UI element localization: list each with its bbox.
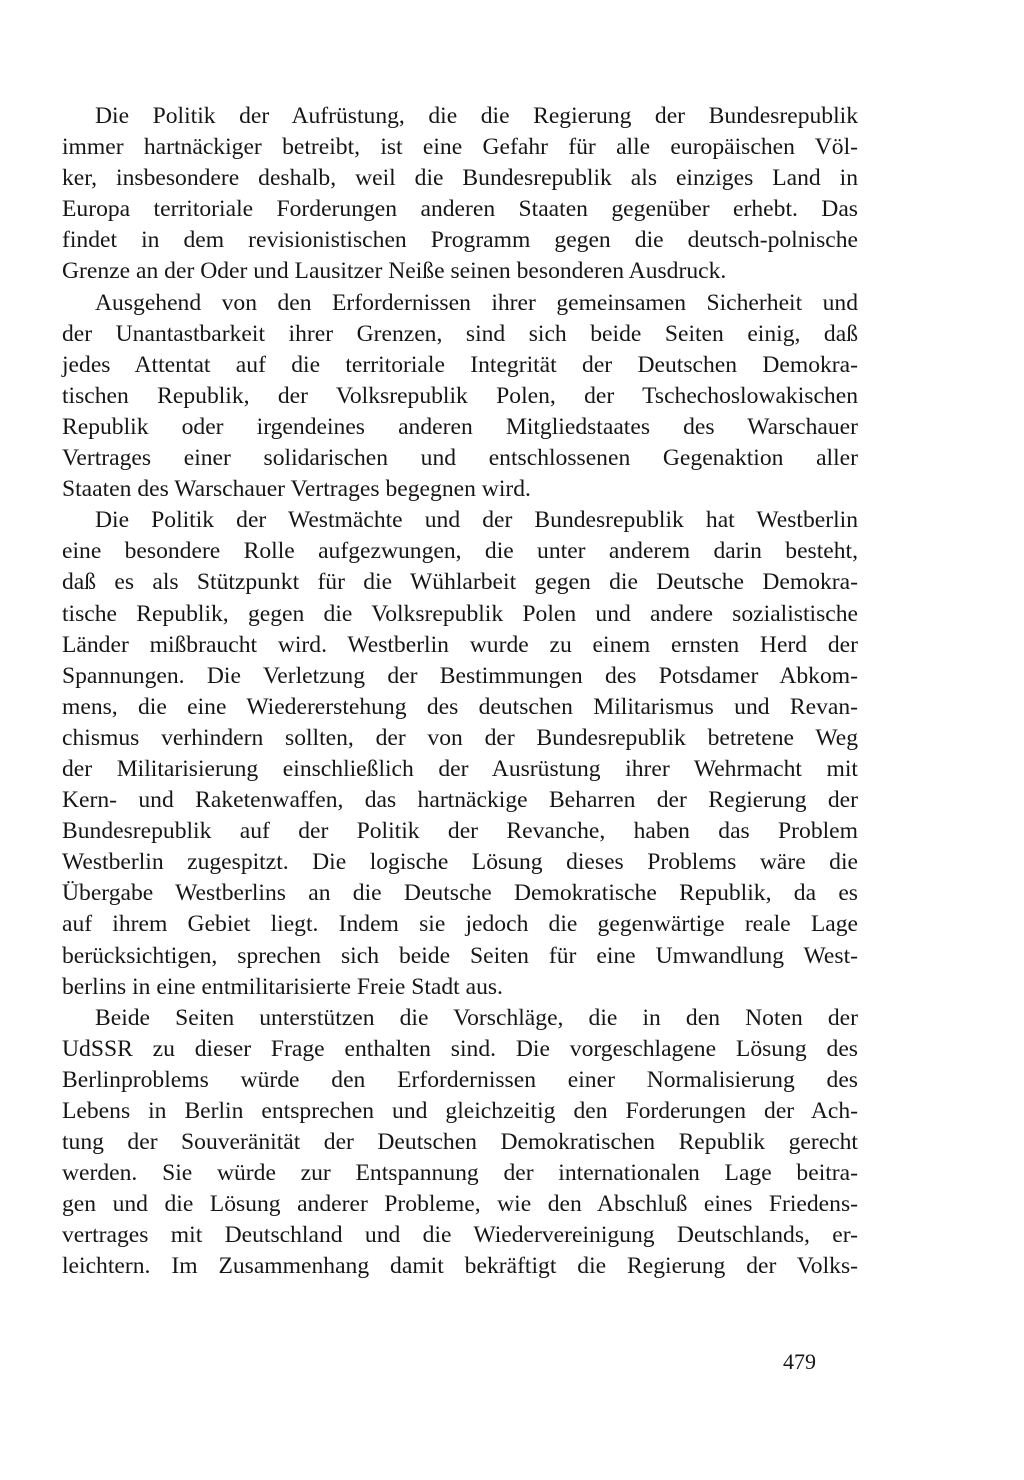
text-line: Spannungen. Die Verletzung der Bestimmungen des Potsdamer Abkom- (62, 662, 858, 689)
text-line: tische Republik, gegen die Volksrepublik Polen und andere sozialistische (62, 600, 858, 627)
text-line: Bundesrepublik auf der Politik der Revanche, haben das Problem (62, 818, 858, 845)
paragraph (62, 101, 858, 288)
text-line: vertrages mit Deutschland und die Wiedervereinigung Deutschlands, er- (62, 1222, 858, 1249)
text-line: Ausgehend von den Erfordernissen ihrer gemeinsamen Sicherheit und (95, 289, 858, 316)
paragraph (62, 505, 858, 1003)
text-line: ker, insbesondere deshalb, weil die Bundesrepublik als einziges Land in (62, 165, 858, 192)
text-line: eine besondere Rolle aufgezwungen, die unter anderem darin besteht, (62, 538, 858, 565)
text-line: Staaten des Warschauer Vertrages begegnen wird. (62, 476, 531, 503)
text-line: der Unantastbarkeit ihrer Grenzen, sind sich beide Seiten einig, daß (62, 320, 858, 347)
text-line: leichtern. Im Zusammenhang damit bekräftigt die Regierung der Volks- (62, 1253, 858, 1280)
text-line: gen und die Lösung anderer Probleme, wie den Abschluß eines Friedens- (62, 1191, 858, 1218)
text-line: Beide Seiten unterstützen die Vorschläge, die in den Noten der (95, 1004, 858, 1031)
text-line: findet in dem revisionistischen Programm gegen die deutsch-polnische (62, 227, 858, 254)
text-line: auf ihrem Gebiet liegt. Indem sie jedoch die gegenwärtige reale Lage (62, 911, 858, 938)
text-line: Lebens in Berlin entsprechen und gleichzeitig den Forderungen der Ach- (62, 1098, 858, 1124)
text-line: Die Politik der Aufrüstung, die die Regierung der Bundesrepublik (95, 103, 858, 129)
text-line: UdSSR zu dieser Frage enthalten sind. Die vorgeschlagene Lösung des (62, 1035, 858, 1062)
text-line: Die Politik der Westmächte und der Bundesrepublik hat Westberlin (95, 507, 858, 534)
page-number: 479 (783, 1349, 816, 1374)
body-text (62, 101, 858, 1283)
text-line: Kern- und Raketenwaffen, das hartnäckige Beharren der Regierung der (62, 787, 858, 814)
text-line: Länder mißbraucht wird. Westberlin wurde zu einem ernsten Herd der (62, 631, 858, 658)
text-line: werden. Sie würde zur Entspannung der internationalen Lage beitra- (62, 1160, 858, 1187)
text-line: Vertrages einer solidarischen und entschlossenen Gegenaktion aller (62, 445, 858, 472)
text-line: berlins in eine entmilitarisierte Freie Stadt aus. (62, 973, 503, 1000)
paragraph (62, 288, 858, 506)
text-line: daß es als Stützpunkt für die Wühlarbeit gegen die Deutsche Demokra- (62, 569, 858, 596)
text-line: Republik oder irgendeines anderen Mitgliedstaates des Warschauer (62, 413, 858, 440)
text-line: jedes Attentat auf die territoriale Integrität der Deutschen Demokra- (62, 351, 858, 378)
text-line: mens, die eine Wiedererstehung des deutschen Militarismus und Revan- (62, 693, 858, 720)
text-line: tischen Republik, der Volksrepublik Polen, der Tschechoslowakischen (62, 382, 858, 409)
text-line: Berlinproblems würde den Erfordernissen einer Normalisierung des (62, 1066, 858, 1093)
text-line: tung der Souveränität der Deutschen Demokratischen Republik gerecht (62, 1129, 858, 1156)
text-line: Übergabe Westberlins an die Deutsche Demokratische Republik, da es (62, 880, 858, 907)
text-line: chismus verhindern sollten, der von der Bundesrepublik betretene Weg (62, 724, 858, 751)
paragraph (62, 1003, 858, 1283)
text-line: Westberlin zugespitzt. Die logische Lösung dieses Problems wäre die (62, 849, 858, 876)
text-line: Europa territoriale Forderungen anderen Staaten gegenüber erhebt. Das (62, 196, 858, 223)
text-line: berücksichtigen, sprechen sich beide Seiten für eine Umwandlung West- (62, 942, 858, 969)
text-line: der Militarisierung einschließlich der Ausrüstung ihrer Wehrmacht mit (62, 755, 858, 782)
text-line: immer hartnäckiger betreibt, ist eine Gefahr für alle europäischen Völ- (62, 134, 858, 161)
text-line: Grenze an der Oder und Lausitzer Neiße seinen besonderen Ausdruck. (62, 258, 727, 285)
